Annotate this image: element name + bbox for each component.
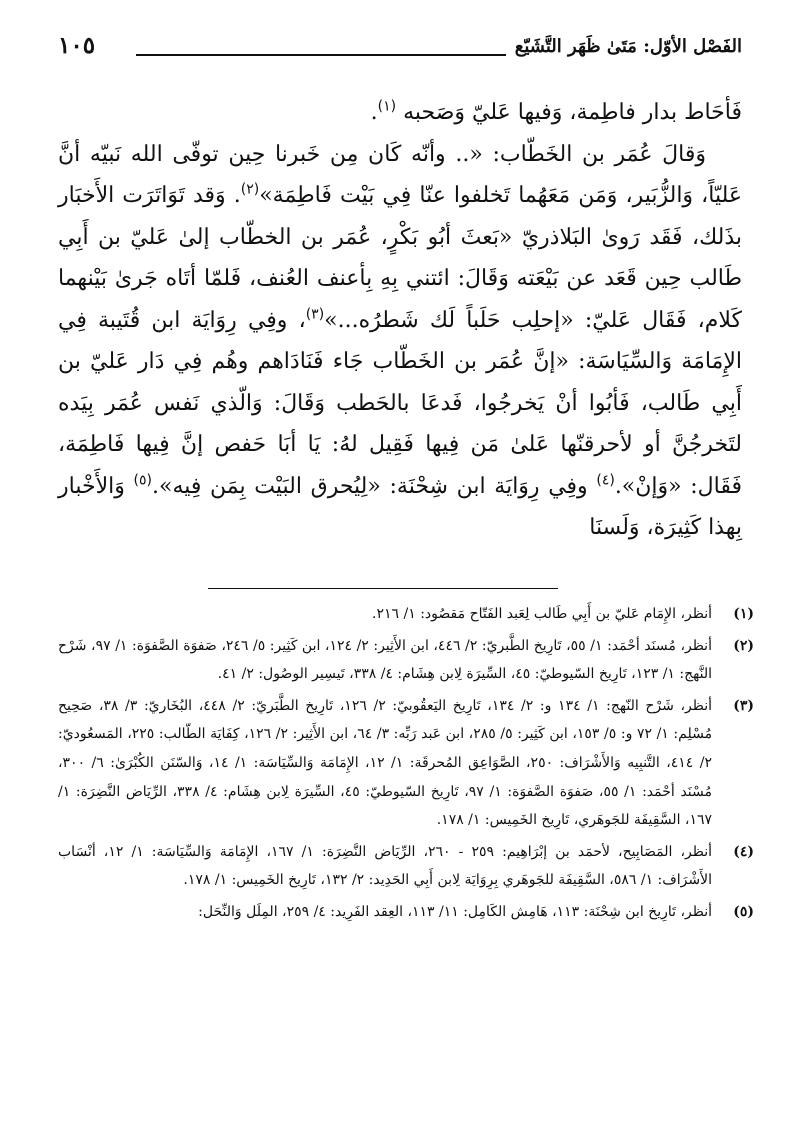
footnote: [58, 692, 754, 835]
footnote-number: (٥): [733, 903, 754, 920]
footnote: [58, 838, 754, 895]
page-number: ١٠٥: [58, 32, 96, 59]
paragraph-text: ، وفِي رِوَايَة ابن قُتَيبة فِي الإِمَامَة وَالسِّيَاسَة: «إنَّ عُمَر بن الخَطّاب جَاء فَنَادَاهم وهُم فِي دَار عَليّ بن أَبِي طَالب، فَأبُوا أنْ يَخرجُوا، فَدعَا بالحَطب وَقَالَ: وَالّذي نَفس عُمَر بِيَده لتَخرجُنَّ أو لأحرقنّها عَلىٰ مَن فِيها فَقِيل لهُ: يَا أبَا حَفص إنَّ فِيها فَاطِمَة، فَقَال: «وَإنْ».: [58, 307, 743, 499]
header-rule: [136, 54, 506, 56]
footnote-ref: (٣): [305, 306, 325, 323]
page-header: [58, 30, 742, 70]
paragraph: [58, 134, 742, 549]
footnote-ref: (٥): [133, 472, 152, 489]
paragraph-text: فَأحَاط بدار فاطِمة، وَفيها عَليّ وَصَحبه: [403, 100, 742, 125]
footnote-ref: (٢): [240, 181, 260, 198]
footnote-ref: (٤): [596, 472, 615, 489]
footnotes: [58, 600, 754, 930]
footnote-number: (١): [733, 606, 754, 622]
footnote: [58, 600, 754, 629]
footnote-text: أنظر، مُسنَد أحْمَد: ١/ ٥٥، تَارِيخ الطَّبريّ: ٢/ ٤٤٦، ابن الأَثِير: ٢/ ١٢٤، ابن كَثِير: ٥/ ٢٤٦، صَفوَة الصَّفوَة: ١/ ٩٧، شَرْح النَّهج: ١/ ١٢٣، تَارِيخ السّيوطيّ: ٤٥، السِّيرَة لِابن هِشَام: ٤/ ٣٣٨، تَيسِير الوصُول: ٢/ ٤١.: [58, 637, 712, 683]
footnote-ref: (١): [377, 98, 397, 115]
paragraph-text: . وَقد تَوَاتَرَت الأَخبَار بذَلك، فَقَد رَوىٰ البَلاذريّ «بَعثَ أبُو بَكْرٍ، عُمَر بن الخطّاب إلىٰ عَليّ بن أَبِي طَالب حِين قَعَد عن بَيْعَته وَقَالَ: ائتني بِهِ بِأعنف العُنف، فَلمّا أتَاه جَرىٰ بَيْنهما كَلام، فَقَال عَليّ: «إحلِب حَلَباً لَك شَطرُه...»: [58, 183, 742, 333]
footnote: [58, 632, 754, 689]
footnote-number: (٣): [733, 697, 754, 714]
footnote-text: أنظر، المَصَابِيح، لأحمَد بن إبْرَاهِيم: ٢٥٩ - ٢٦٠، الرِّيَاض النَّضِرَة: ١/ ١٦٧، الإِمَامَة وَالسِّيَاسَة: ١/ ١٢، أنْسَاب الأَشْرَاف: ١/ ٥٨٦، السَّقِيفَة للجَوهَري بِرِوَايَة لِابن أَبِي الحَدِيد: ٢/ ١٣٢، تَارِيخ الخَمِيس: ١/ ١٧٨.: [58, 843, 712, 889]
chapter-title: الفَصْل الأوّل: مَتَىٰ ظَهَر التَّشَيّع: [514, 36, 742, 57]
paragraph-text: وَقالَ عُمَر بن الخَطّاب: «.. وأنّه كَان مِن خَبرنا حِين توفّى الله نَبيّه أنَّ عَليّاً، وَالزُّبَير، وَمَن مَعَهُما تَخلفوا عنّا فِي بَيْت فَاطِمَة»: [58, 141, 742, 208]
main-text: [58, 92, 742, 549]
footnote-separator: [208, 588, 558, 589]
footnote-number: (٤): [733, 843, 754, 860]
footnote-text: أنظر، شَرْح النّهج: ١/ ١٣٤ و: ٢/ ١٣٤، تَارِيخ اليَعقُوبيّ: ٢/ ١٢٦، تَارِيخ الطَّبَريّ: ٢/ ٤٤٨، البُخَاريّ: ٣/ ٣٨، صَحِيح مُسْلِم: ١/ ٧٢ و: ٥/ ١٥٣، ابن كَثِير: ٥/ ٢٨٥، ابن عَبد رَبِّه: ٣/ ٦٤، ابن الأَثِير: ٢/ ١٢٦، كِفَايَة الطّالب: ٢٢٥، المَسعُوديّ: ٢/ ٤١٤، التَّنبِيه وَالأَشْرَاف: ٢٥٠، الصَّوَاعِق المُحرقَة: ١/ ١٢، الإِمَامَة وَالسِّيَاسَة: ١/ ١٤، وَالسّنَن الكُبْرَىٰ: ٦/ ٣٠٠، مُسْنَد أحْمَد: ١/ ٥٥، صَفوَة الصَّفوَة: ١/ ٩٧، تَارِيخ السّيوطيّ: ٤٥، السِّيرَة لِابن هِشَام: ٤/ ٣٣٨، الرِّيَاض النَّضِرَة: ١/ ١٦٧، السَّقِيفَة للجَوهَري، تَارِيخ الخَمِيس: ١/ ١٧٨.: [58, 697, 713, 829]
paragraph-text: وَالأَخْبار بِهذا كَثِيرَة، وَلَسنَا: [58, 473, 742, 540]
footnote-text: أنظر، الإِمَام عَليّ بن أَبِي طَالب لِعَبد الفَتّاح مَقصُود: ١/ ٢١٦.: [372, 606, 712, 622]
paragraph-text: وفِي رِوَايَة ابن شِحْنَة: «لِيُحرق البَيْت بِمَن فِيه».: [151, 473, 597, 499]
paragraph: [58, 92, 742, 134]
paragraph-end: .: [370, 100, 378, 125]
footnote-number: (٢): [733, 637, 754, 654]
footnote-text: أنظر، تَارِيخ ابن شِحْنَة: ١١٣، هَامِش الكَامِل: ١١/ ١١٣، العِقد الفَرِيد: ٤/ ٢٥٩، المِلَل وَالنِّحَل:: [198, 903, 712, 920]
footnote: [58, 898, 754, 927]
